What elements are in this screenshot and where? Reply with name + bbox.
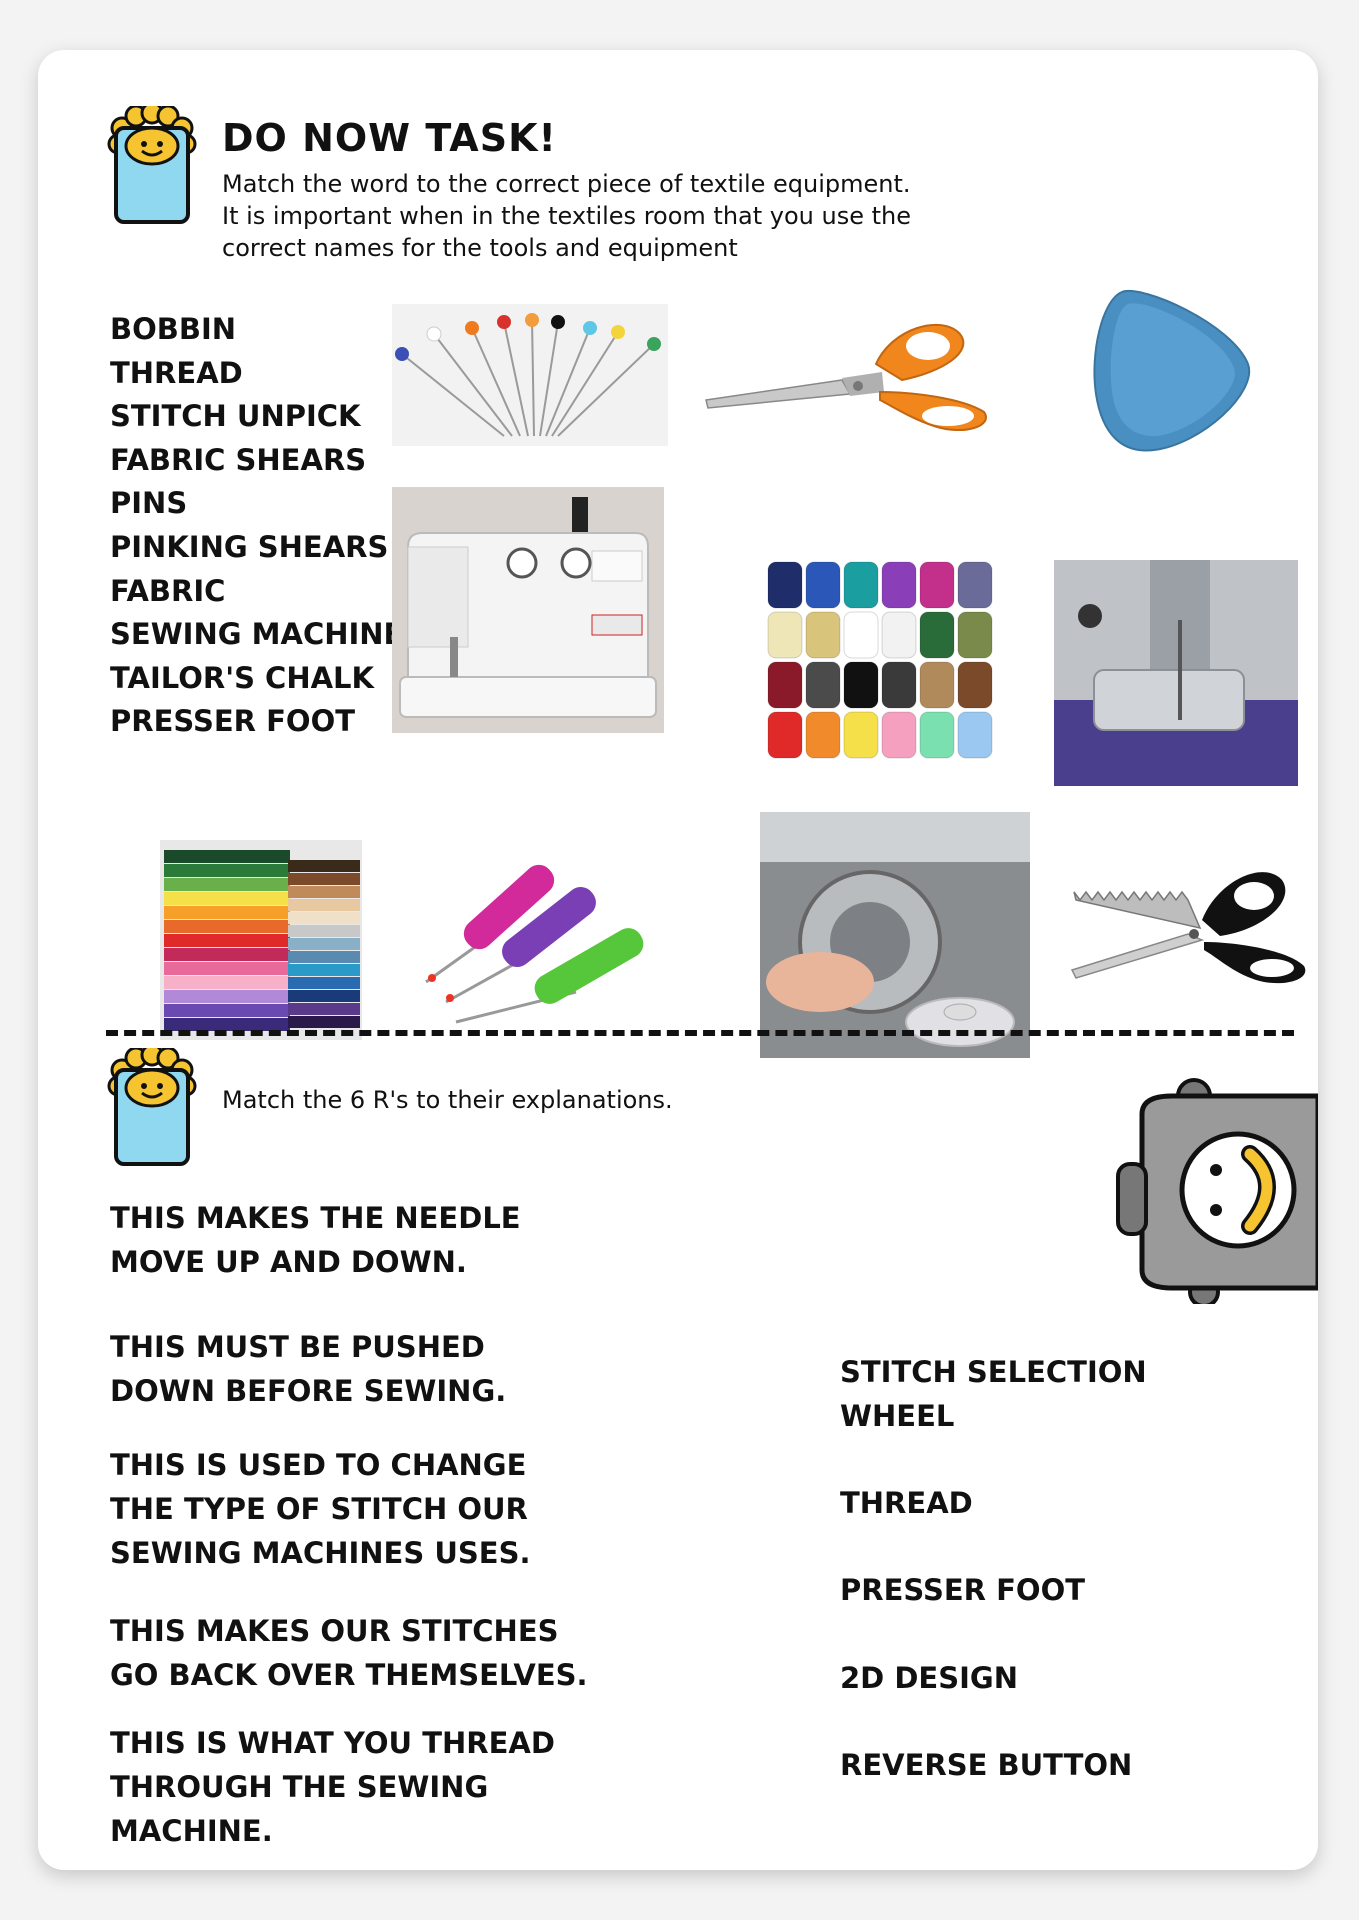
word-item: PINS xyxy=(110,486,188,521)
word-item: FABRIC xyxy=(110,573,226,608)
section-divider xyxy=(106,1030,1294,1036)
word-item: PRESSER FOOT xyxy=(110,704,355,739)
answer-item: 2D DESIGN xyxy=(840,1661,1018,1695)
fabric-stack-image xyxy=(160,840,362,1040)
worksheet-page xyxy=(38,50,1318,1870)
task-heading: DO NOW TASK! xyxy=(222,116,557,160)
clue-item: THIS MUST BE PUSHED DOWN BEFORE SEWING. xyxy=(110,1330,507,1408)
presser-foot-image xyxy=(1054,560,1298,786)
word-item: TAILOR'S CHALK xyxy=(110,660,375,695)
bobbin-image xyxy=(760,812,1030,1058)
fabric-shears-image xyxy=(702,308,1002,448)
clue-item: THIS IS USED TO CHANGE THE TYPE OF STITCH OUR SEWING MACHINES USES. xyxy=(110,1448,531,1570)
robot-mascot-icon xyxy=(1112,1074,1318,1304)
answer-item: STITCH SELECTION WHEEL xyxy=(840,1355,1147,1433)
answer-item: PRESSER FOOT xyxy=(840,1573,1085,1607)
clue-item: THIS MAKES OUR STITCHES GO BACK OVER THEMSELVES. xyxy=(110,1614,588,1692)
answer-item: THREAD xyxy=(840,1486,973,1520)
lion-mascot-icon xyxy=(106,106,198,226)
word-item: FABRIC SHEARS xyxy=(110,442,367,477)
tailors-chalk-image xyxy=(1082,284,1256,454)
equipment-word-list xyxy=(110,308,403,744)
word-item: PINKING SHEARS xyxy=(110,529,389,564)
word-item: STITCH UNPICK xyxy=(110,399,361,434)
word-item: THREAD xyxy=(110,355,243,390)
word-item: BOBBIN xyxy=(110,312,237,346)
pinking-shears-image xyxy=(1068,850,1318,990)
lion-mascot-icon xyxy=(106,1048,198,1168)
word-item: SEWING MACHINE xyxy=(110,617,404,652)
answer-item: REVERSE BUTTON xyxy=(840,1748,1133,1782)
task-instructions: Match the word to the correct piece of textile equipment. It is important when in the textiles room that you use the correct names for the tools and equipment xyxy=(222,170,911,262)
pins-image xyxy=(392,304,668,446)
thread-spools-image xyxy=(762,556,1002,762)
clue-item: THIS IS WHAT YOU THREAD THROUGH THE SEWING MACHINE. xyxy=(110,1726,555,1848)
sewing-machine-image xyxy=(392,487,664,733)
stitch-unpick-image xyxy=(406,822,692,1032)
clue-item: THIS MAKES THE NEEDLE MOVE UP AND DOWN. xyxy=(110,1201,521,1279)
task2-instructions: Match the 6 R's to their explanations. xyxy=(222,1086,673,1114)
